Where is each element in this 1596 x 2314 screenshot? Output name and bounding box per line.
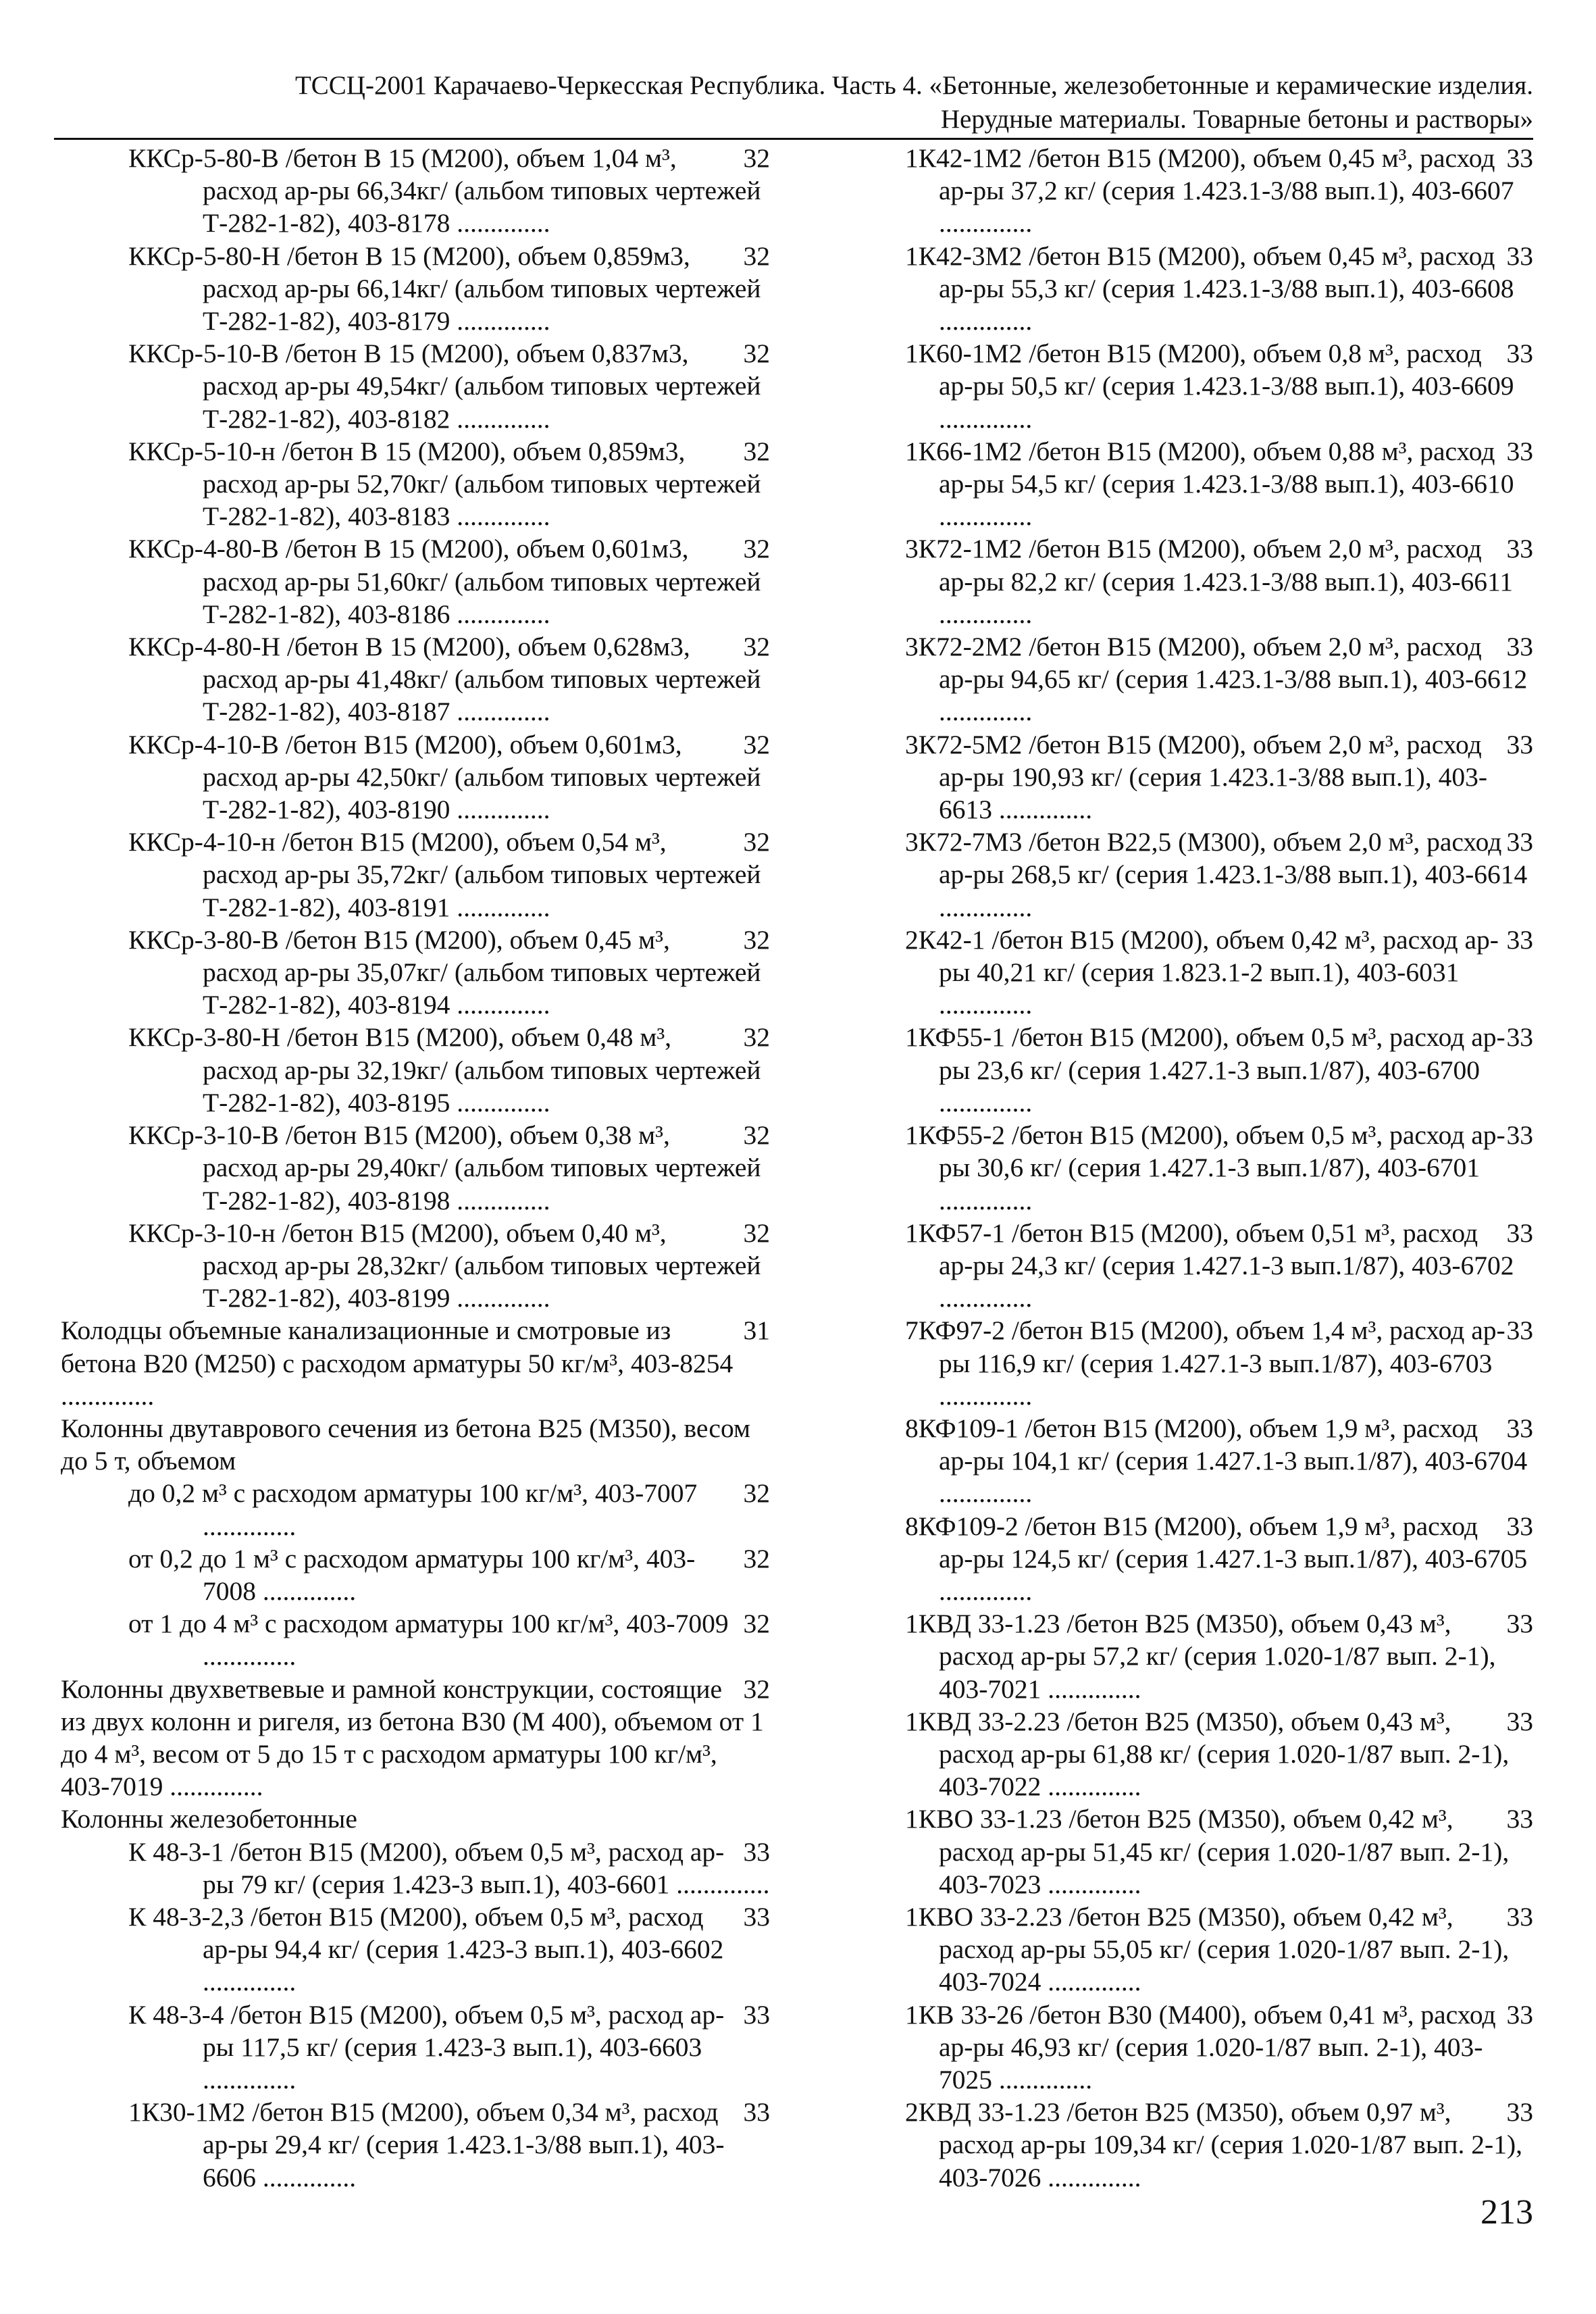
index-entry: [128, 1607, 770, 1672]
entry-text: 1К30-1М2 /бетон В15 (М200), объем 0,34 м³, расход ар-ры 29,4 кг/ (серия 1.423.1-3/88 вып.1), 403-6606: [128, 2097, 725, 2192]
index-column-right: [905, 142, 1533, 2194]
page-number: 213: [1481, 2193, 1533, 2232]
entry-text: ККСр-4-80-Н /бетон В 15 (М200), объем 0,628м3, расход ар-ры 41,48кг/ (альбом типовых чертежей Т-282-1-82), 403-8187: [128, 632, 761, 727]
leader-dots: ..............: [450, 1087, 550, 1117]
entry-page-ref: 32: [743, 632, 770, 662]
index-entry: [905, 435, 1533, 533]
entry-text: Колонны железобетонные: [61, 1804, 357, 1834]
entry-text: ККСр-4-10-н /бетон В15 (М200), объем 0,54 м³, расход ар-ры 35,72кг/ (альбом типовых чертежей Т-282-1-82), 403-8191: [128, 827, 761, 922]
index-entry: [905, 1021, 1533, 1119]
leader-dots: ..............: [1041, 1869, 1141, 1899]
entry-page-ref: 32: [743, 338, 770, 369]
leader-dots: ..............: [203, 1511, 297, 1541]
entry-page-ref: 33: [1506, 2097, 1533, 2128]
leader-dots: ..............: [450, 697, 550, 727]
entry-text: Колонны двухветвевые и рамной конструкции, состоящие из двух колонн и ригеля, из бетона В30 (М 400), объемом от 1 до 4 м³, весом от 5 до 15 т с расходом арматуры 100 кг/м³, 403-7019: [61, 1674, 764, 1802]
entry-text: 1КФ57-1 /бетон В15 (М200), объем 0,51 м³, расход ар-ры 24,3 кг/ (серия 1.427.1-3 вып.1/87), 403-6702: [905, 1217, 1514, 1280]
leader-dots: ..............: [669, 1869, 770, 1899]
index-entry: [128, 1021, 770, 1119]
entry-page-ref: 33: [1506, 1511, 1533, 1541]
entry-page-ref: 32: [743, 1674, 770, 1704]
entry-text: Колодцы объемные канализационные и смотровые из бетона В20 (М250) с расходом арматуры 50 кг/м³, 403-8254: [61, 1315, 733, 1378]
entry-page-ref: 32: [743, 241, 770, 271]
leader-dots: ..............: [203, 2064, 297, 2094]
index-entry: [905, 1901, 1533, 1998]
index-entry: [905, 2096, 1533, 2194]
entry-page-ref: 32: [743, 1609, 770, 1639]
leader-dots: ..............: [939, 990, 1033, 1020]
entry-page-ref: 33: [1506, 1217, 1533, 1248]
leader-dots: ..............: [939, 501, 1033, 532]
index-entry: [905, 924, 1533, 1022]
index-entry: [128, 1119, 770, 1217]
index-entry: [905, 532, 1533, 630]
leader-dots: ..............: [939, 599, 1033, 629]
entry-page-ref: 32: [743, 1543, 770, 1574]
entry-text: ККСр-3-80-В /бетон В15 (М200), объем 0,45 м³, расход ар-ры 35,07кг/ (альбом типовых чертежей Т-282-1-82), 403-8194: [128, 924, 761, 1020]
index-entry: [905, 337, 1533, 435]
entry-page-ref: 33: [1506, 338, 1533, 369]
header-line-1: ТССЦ-2001 Карачаево-Черкесская Республика. Часть 4. «Бетонные, железобетонные и керамические изделия.: [294, 71, 1533, 100]
index-entry: [128, 728, 770, 826]
entry-text: 8КФ109-2 /бетон В15 (М200), объем 1,9 м³, расход ар-ры 124,5 кг/ (серия 1.427.1-3 вып.1/87), 403-6705: [905, 1511, 1528, 1574]
index-entry: [905, 826, 1533, 924]
entry-page-ref: 33: [1506, 143, 1533, 173]
entry-page-ref: 33: [743, 2097, 770, 2128]
entry-page-ref: 31: [743, 1315, 770, 1346]
index-entry: [61, 1412, 770, 1477]
entry-text: до 0,2 м³ с расходом арматуры 100 кг/м³, 403-7007: [128, 1478, 698, 1509]
entry-page-ref: 33: [1506, 1706, 1533, 1736]
entry-text: 1КВО 33-2.23 /бетон В25 (М350), объем 0,42 м³, расход ар-ры 55,05 кг/ (серия 1.020-1/87 вып. 2-1), 403-7024: [905, 1901, 1510, 1997]
index-entry: [128, 240, 770, 338]
entry-text: 1К66-1М2 /бетон В15 (М200), объем 0,88 м³, расход ар-ры 54,5 кг/ (серия 1.423.1-3/88 вып.1), 403-6610: [905, 436, 1514, 499]
entry-text: 1КФ55-2 /бетон В15 (М200), объем 0,5 м³, расход ар-ры 30,6 кг/ (серия 1.427.1-3 вып.1/87), 403-6701: [905, 1120, 1505, 1183]
entry-page-ref: 33: [1506, 827, 1533, 857]
entry-text: К 48-3-1 /бетон В15 (М200), объем 0,5 м³, расход ар-ры 79 кг/ (серия 1.423-3 вып.1), 403-6601: [128, 1836, 725, 1899]
index-entry: [128, 435, 770, 533]
entry-page-ref: 32: [743, 143, 770, 173]
leader-dots: ..............: [450, 403, 550, 434]
entry-page-ref: 32: [743, 436, 770, 466]
entry-page-ref: 33: [1506, 534, 1533, 564]
entry-text: 1КВО 33-1.23 /бетон В25 (М350), объем 0,42 м³, расход ар-ры 51,45 кг/ (серия 1.020-1/87 вып. 2-1), 403-7023: [905, 1804, 1510, 1899]
index-entry: [905, 1510, 1533, 1608]
leader-dots: ..............: [939, 208, 1033, 238]
leader-dots: ..............: [256, 2162, 357, 2192]
entry-page-ref: 32: [743, 1120, 770, 1151]
entry-text: 1КВ 33-26 /бетон В30 (М400), объем 0,41 м³, расход ар-ры 46,93 кг/ (серия 1.020-1/87 вып. 2-1), 403-7025: [905, 1999, 1496, 2094]
entry-text: ККСр-5-80-В /бетон В 15 (М200), объем 1,04 м³, расход ар-ры 66,34кг/ (альбом типовых чертежей Т-282-1-82), 403-8178: [128, 143, 761, 238]
entry-text: 2КВД 33-1.23 /бетон В25 (М350), объем 0,97 м³, расход ар-ры 109,34 кг/ (серия 1.020-1/87 вып. 2-1), 403-7026: [905, 2097, 1522, 2192]
header-rule: [54, 138, 1533, 140]
entry-page-ref: 33: [1506, 1022, 1533, 1053]
index-entry: [905, 1705, 1533, 1803]
index-entry: [128, 1836, 770, 1901]
index-entry: [128, 1217, 770, 1315]
entry-text: К 48-3-2,3 /бетон В15 (М200), объем 0,5 м³, расход ар-ры 94,4 кг/ (серия 1.423-3 вып.1), 403-6602: [128, 1901, 724, 1965]
leader-dots: ..............: [939, 1185, 1033, 1215]
entry-text: ККСр-3-10-н /бетон В15 (М200), объем 0,40 м³, расход ар-ры 28,32кг/ (альбом типовых чертежей Т-282-1-82), 403-8199: [128, 1217, 761, 1313]
index-entry: [905, 1314, 1533, 1412]
leader-dots: ..............: [1041, 1674, 1141, 1704]
entry-text: ККСр-5-80-Н /бетон В 15 (М200), объем 0,859м3, расход ар-ры 66,14кг/ (альбом типовых чертежей Т-282-1-82), 403-8179: [128, 241, 761, 336]
entry-page-ref: 33: [1506, 1804, 1533, 1834]
entry-text: ККСр-4-10-В /бетон В15 (М200), объем 0,601м3, расход ар-ры 42,50кг/ (альбом типовых чертежей Т-282-1-82), 403-8190: [128, 729, 761, 825]
index-entry: [61, 1314, 770, 1412]
leader-dots: ..............: [163, 1771, 263, 1802]
entry-text: 1КВД 33-1.23 /бетон В25 (М350), объем 0,43 м³, расход ар-ры 57,2 кг/ (серия 1.020-1/87 вып. 2-1), 403-7021: [905, 1609, 1496, 1704]
index-entry: [905, 1998, 1533, 2096]
entry-text: 3К72-1М2 /бетон В15 (М200), объем 2,0 м³, расход ар-ры 82,2 кг/ (серия 1.423.1-3/88 вып.1), 403-6611: [905, 534, 1514, 597]
entry-page-ref: 33: [743, 1836, 770, 1867]
entry-page-ref: 33: [1506, 1901, 1533, 1932]
index-entry: [905, 142, 1533, 240]
leader-dots: ..............: [450, 501, 550, 532]
index-entry: [61, 1803, 770, 1835]
entry-text: ККСр-5-10-н /бетон В 15 (М200), объем 0,859м3, расход ар-ры 52,70кг/ (альбом типовых чертежей Т-282-1-82), 403-8183: [128, 436, 761, 532]
entry-page-ref: 32: [743, 729, 770, 759]
index-entry: [905, 1803, 1533, 1901]
entry-text: от 0,2 до 1 м³ с расходом арматуры 100 кг/м³, 403-7008: [128, 1543, 696, 1606]
leader-dots: ..............: [450, 990, 550, 1020]
entry-text: 1К42-1М2 /бетон В15 (М200), объем 0,45 м³, расход ар-ры 37,2 кг/ (серия 1.423.1-3/88 вып.1), 403-6607: [905, 143, 1514, 206]
leader-dots: ..............: [203, 1967, 297, 1997]
index-entry: [128, 1477, 770, 1542]
index-entry: [128, 826, 770, 924]
entry-text: 3К72-5М2 /бетон В15 (М200), объем 2,0 м³, расход ар-ры 190,93 кг/ (серия 1.423.1-3/88 вып.1), 403-6613: [905, 729, 1487, 825]
leader-dots: ..............: [1041, 2162, 1141, 2192]
entry-text: 1КВД 33-2.23 /бетон В25 (М350), объем 0,43 м³, расход ар-ры 61,88 кг/ (серия 1.020-1/87 вып. 2-1), 403-7022: [905, 1706, 1510, 1802]
entry-text: 3К72-7М3 /бетон В22,5 (М300), объем 2,0 м³, расход ар-ры 268,5 кг/ (серия 1.423.1-3/88 вып.1), 403-6614: [905, 827, 1528, 890]
entry-page-ref: 32: [743, 1478, 770, 1509]
entry-text: ККСр-5-10-В /бетон В 15 (М200), объем 0,837м3, расход ар-ры 49,54кг/ (альбом типовых чертежей Т-282-1-82), 403-8182: [128, 338, 761, 434]
entry-page-ref: 33: [743, 1999, 770, 2030]
entry-page-ref: 33: [1506, 1999, 1533, 2030]
entry-page-ref: 32: [743, 827, 770, 857]
entry-text: от 1 до 4 м³ с расходом арматуры 100 кг/м³, 403-7009: [128, 1609, 729, 1639]
entry-text: 1К60-1М2 /бетон В15 (М200), объем 0,8 м³, расход ар-ры 50,5 кг/ (серия 1.423.1-3/88 вып.1), 403-6609: [905, 338, 1514, 401]
leader-dots: ..............: [450, 1185, 550, 1215]
entry-text: ККСр-4-80-В /бетон В 15 (М200), объем 0,601м3, расход ар-ры 51,60кг/ (альбом типовых чертежей Т-282-1-82), 403-8186: [128, 534, 761, 629]
entry-text: К 48-3-4 /бетон В15 (М200), объем 0,5 м³, расход ар-ры 117,5 кг/ (серия 1.423-3 вып.1), 403-6603: [128, 1999, 725, 2062]
entry-text: 3К72-2М2 /бетон В15 (М200), объем 2,0 м³, расход ар-ры 94,65 кг/ (серия 1.423.1-3/88 вып.1), 403-6612: [905, 632, 1528, 695]
index-entry: [905, 1607, 1533, 1705]
index-entry: [905, 1217, 1533, 1315]
leader-dots: ..............: [61, 1380, 155, 1411]
index-entry: [61, 1673, 770, 1803]
entry-page-ref: 33: [1506, 632, 1533, 662]
entry-page-ref: 33: [1506, 1413, 1533, 1443]
entry-page-ref: 32: [743, 924, 770, 955]
entry-page-ref: 33: [743, 1901, 770, 1932]
entry-page-ref: 32: [743, 1217, 770, 1248]
leader-dots: ..............: [939, 1576, 1033, 1606]
leader-dots: ..............: [450, 795, 550, 825]
entry-page-ref: 33: [1506, 1120, 1533, 1151]
page-header: [54, 69, 1533, 136]
entry-text: 1КФ55-1 /бетон В15 (М200), объем 0,5 м³, расход ар-ры 23,6 кг/ (серия 1.427.1-3 вып.1/87), 403-6700: [905, 1022, 1505, 1085]
index-entry: [128, 337, 770, 435]
leader-dots: ..............: [992, 2064, 1093, 2094]
entry-page-ref: 33: [1506, 924, 1533, 955]
leader-dots: ..............: [256, 1576, 357, 1606]
index-entry: [905, 1412, 1533, 1510]
index-entry: [128, 2096, 770, 2194]
leader-dots: ..............: [1041, 1967, 1141, 1997]
entry-text: 1К42-3М2 /бетон В15 (М200), объем 0,45 м³, расход ар-ры 55,3 кг/ (серия 1.423.1-3/88 вып.1), 403-6608: [905, 241, 1514, 303]
leader-dots: ..............: [450, 1283, 550, 1313]
entry-page-ref: 33: [1506, 436, 1533, 466]
leader-dots: ..............: [939, 697, 1033, 727]
entry-text: 7КФ97-2 /бетон В15 (М200), объем 1,4 м³, расход ар-ры 116,9 кг/ (серия 1.427.1-3 вып.1/87), 403-6703: [905, 1315, 1505, 1378]
leader-dots: ..............: [939, 892, 1033, 922]
index-entry: [905, 1119, 1533, 1217]
index-entry: [128, 924, 770, 1022]
entry-page-ref: 32: [743, 534, 770, 564]
leader-dots: ..............: [939, 1283, 1033, 1313]
index-entry: [128, 630, 770, 728]
entry-page-ref: 33: [1506, 1315, 1533, 1346]
leader-dots: ..............: [450, 599, 550, 629]
index-entry: [128, 1998, 770, 2096]
leader-dots: ..............: [203, 1641, 297, 1671]
entry-page-ref: 33: [1506, 729, 1533, 759]
index-entry: [905, 728, 1533, 826]
index-entry: [128, 142, 770, 240]
leader-dots: ..............: [450, 208, 550, 238]
entry-text: Колонны двутаврового сечения из бетона В25 (М350), весом до 5 т, объемом: [61, 1413, 750, 1476]
leader-dots: ..............: [939, 1478, 1033, 1509]
header-line-2: Нерудные материалы. Товарные бетоны и растворы»: [940, 105, 1533, 134]
entry-text: ККСр-3-10-В /бетон В15 (М200), объем 0,38 м³, расход ар-ры 29,40кг/ (альбом типовых чертежей Т-282-1-82), 403-8198: [128, 1120, 761, 1215]
index-entry: [128, 532, 770, 630]
leader-dots: ..............: [939, 1087, 1033, 1117]
index-entry: [905, 240, 1533, 338]
index-entry: [128, 1901, 770, 1998]
leader-dots: ..............: [450, 306, 550, 336]
entry-text: 2К42-1 /бетон В15 (М200), объем 0,42 м³, расход ар-ры 40,21 кг/ (серия 1.823.1-2 вып.1), 403-6031: [905, 924, 1499, 988]
index-entry: [128, 1542, 770, 1607]
leader-dots: ..............: [939, 403, 1033, 434]
entry-page-ref: 33: [1506, 1609, 1533, 1639]
leader-dots: ..............: [939, 306, 1033, 336]
leader-dots: ..............: [939, 1380, 1033, 1411]
index-entry: [905, 630, 1533, 728]
entry-text: 8КФ109-1 /бетон В15 (М200), объем 1,9 м³, расход ар-ры 104,1 кг/ (серия 1.427.1-3 вып.1/87), 403-6704: [905, 1413, 1528, 1476]
leader-dots: ..............: [992, 795, 1093, 825]
leader-dots: ..............: [1041, 1771, 1141, 1802]
index-column-left: [61, 142, 770, 2194]
leader-dots: ..............: [450, 892, 550, 922]
entry-page-ref: 32: [743, 1022, 770, 1053]
entry-page-ref: 33: [1506, 241, 1533, 271]
entry-text: ККСр-3-80-Н /бетон В15 (М200), объем 0,48 м³, расход ар-ры 32,19кг/ (альбом типовых чертежей Т-282-1-82), 403-8195: [128, 1022, 761, 1117]
